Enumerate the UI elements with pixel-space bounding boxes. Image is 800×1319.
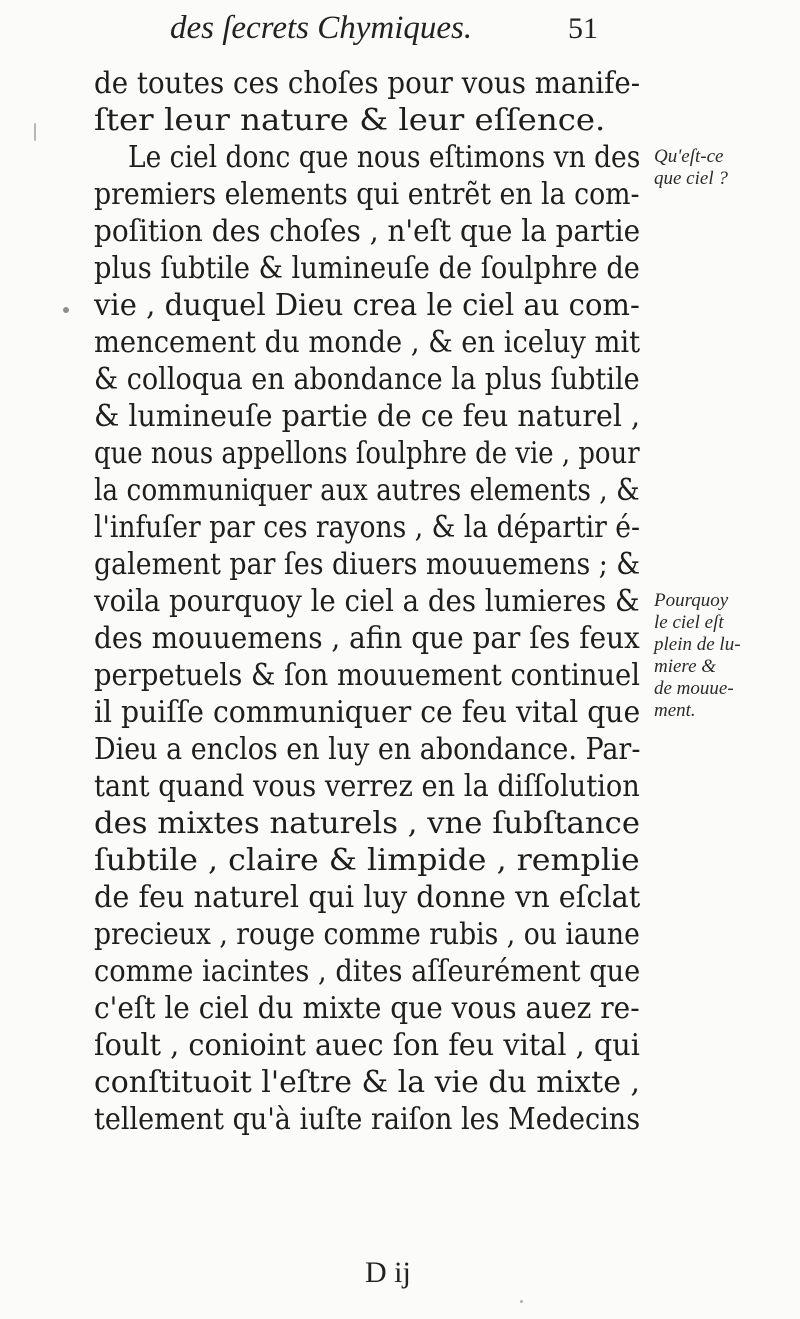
text-line: l'infuſer par ces rayons , & la départir é-: [94, 510, 641, 545]
running-title: des ſecrets Chymiques.: [170, 10, 473, 46]
margin-note-line: ment.: [654, 700, 696, 721]
margin-note-line: plein de lu-: [654, 634, 741, 655]
margin-note-line: Qu'eſt-ce: [654, 146, 724, 167]
text-line: Dieu a enclos en luy en abondance. Par-: [94, 732, 641, 767]
text-line: conſtituoit l'eſtre & la vie du mixte ,: [94, 1065, 640, 1100]
text-line: des mouuemens , afin que par ſes feux: [94, 621, 640, 656]
text-line: mencement du monde , & en iceluy mit: [94, 325, 641, 360]
text-line: tant quand vous verrez en la diſſolution: [94, 769, 640, 804]
paper-speck: [520, 1300, 523, 1303]
text-line: c'eſt le ciel du mixte que vous auez re-: [94, 991, 640, 1026]
text-line: plus ſubtile & lumineuſe de ſoulphre de: [94, 251, 640, 286]
text-line: vie , duquel Dieu crea le ciel au com-: [94, 288, 640, 323]
text-line: ſubtile , claire & limpide , remplie: [94, 843, 640, 878]
text-line: la communiquer aux autres elements , &: [94, 473, 640, 508]
running-head: [120, 10, 620, 58]
text-line: voila pourquoy le ciel a des lumieres &: [94, 584, 640, 619]
text-line: ſoult , conioint auec ſon feu vital , qui: [94, 1028, 640, 1063]
text-line: precieux , rouge comme rubis , ou iaune: [94, 917, 640, 952]
margin-note-line: miere &: [654, 656, 717, 677]
text-line: premiers elements qui entrẽt en la com-: [94, 177, 640, 212]
margin-note-line: de mouue-: [654, 678, 734, 699]
signature-mark: D ij: [365, 1256, 411, 1289]
paper-speck: [63, 307, 69, 313]
text-line: de toutes ces choſes pour vous manife-: [94, 66, 641, 101]
text-line: comme iacintes , dites aſſeurément que: [94, 954, 641, 989]
margin-note-line: le ciel eſt: [654, 612, 724, 633]
text-line: des mixtes naturels , vne ſubſtance: [94, 806, 640, 841]
text-line: & lumineuſe partie de ce feu naturel ,: [94, 399, 641, 434]
text-line: perpetuels & ſon mouuement continuel: [94, 658, 641, 693]
text-line: il puiſſe communiquer ce feu vital que: [94, 695, 641, 730]
text-line: que nous appellons ſoulphre de vie , pour: [94, 436, 640, 471]
page-number: 51: [568, 12, 598, 45]
text-line: Le ciel donc que nous eſtimons vn des: [128, 140, 641, 175]
text-line: galement par ſes diuers mouuemens ; &: [94, 547, 641, 582]
text-line: tellement qu'à iuſte raiſon les Medecins: [94, 1102, 641, 1137]
margin-note-line: Pourquoy: [654, 590, 729, 611]
text-line: poſition des choſes , n'eſt que la partie: [94, 214, 641, 249]
text-line: & colloqua en abondance la plus ſubtile: [94, 362, 640, 397]
text-line: de feu naturel qui luy donne vn eſclat: [94, 880, 641, 915]
paper-mark: [34, 123, 36, 141]
margin-note-line: que ciel ?: [654, 168, 728, 189]
text-line: ſter leur nature & leur eſſence.: [94, 103, 606, 138]
